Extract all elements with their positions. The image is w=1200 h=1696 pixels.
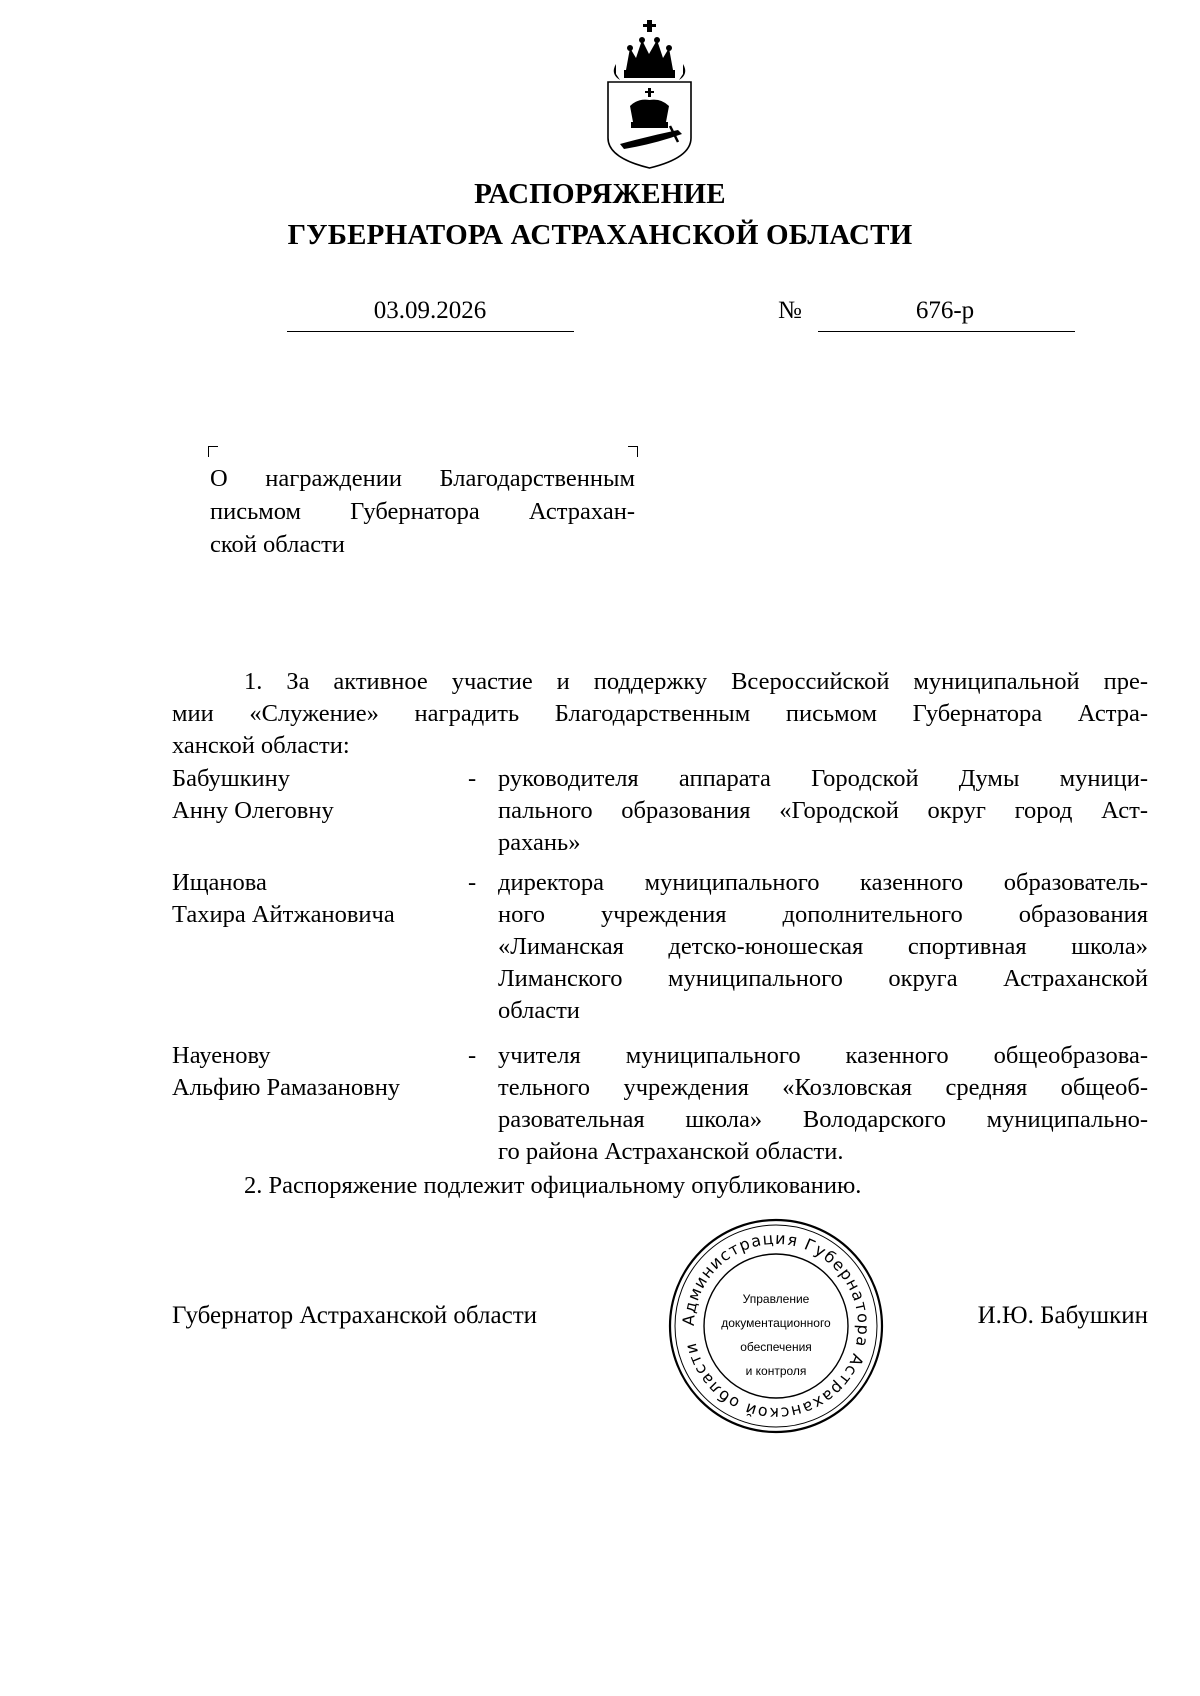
coat-of-arms-icon: [602, 18, 697, 170]
recipient-description: [498, 1040, 1148, 1168]
item-2-paragraph: 2. Распоряжение подлежит официальному опубликованию.: [244, 1172, 862, 1199]
seal-ring-text: Администрация Губернатора Астраханской области: [678, 1228, 874, 1424]
recipient-name: [172, 867, 472, 931]
description-line: го района Астраханской области.: [498, 1138, 844, 1165]
recipient-dash: -: [468, 869, 477, 896]
recipient-surname: Бабушкину: [172, 765, 290, 792]
subject-line: ской области: [210, 531, 345, 558]
signatory-position: Губернатор Астраханской области: [172, 1302, 538, 1329]
description-line: «Лиманская детско-юношеская спортивная школа»: [498, 933, 1148, 960]
seal-center-line: документационного: [721, 1316, 831, 1330]
description-line: учителя муниципального казенного общеобразова-: [498, 1042, 1148, 1069]
paragraph-line: 1. За активное участие и поддержку Всероссийской муниципальной пре-: [244, 668, 1148, 695]
description-line: директора муниципального казенного образователь-: [498, 869, 1148, 896]
issuer-title: ГУБЕРНАТОРА АСТРАХАНСКОЙ ОБЛАСТИ: [287, 219, 913, 251]
recipient-description: [498, 763, 1148, 859]
paragraph-line: ханской области:: [172, 732, 350, 759]
document-date: 03.09.2026: [373, 297, 487, 324]
number-sign: №: [778, 297, 802, 324]
document-number: 676-р: [915, 297, 975, 324]
description-line: руководителя аппарата Городской Думы муници-: [498, 765, 1148, 792]
description-line: пального образования «Городской округ город Аст-: [498, 797, 1148, 824]
description-line: разовательная школа» Володарского муниципально-: [498, 1106, 1148, 1133]
description-line: Лиманского муниципального округа Астраханской: [498, 965, 1148, 992]
item-1-paragraph: [172, 666, 1148, 762]
subject-block: [210, 462, 635, 561]
recipient-name: [172, 1040, 472, 1104]
document-type-title: РАСПОРЯЖЕНИЕ: [474, 178, 726, 210]
signatory-name: И.Ю. Бабушкин: [977, 1302, 1148, 1329]
seal-center-line: и контроля: [745, 1364, 807, 1378]
date-underline: [287, 331, 574, 332]
recipient-given-name: Анну Олеговну: [172, 797, 334, 824]
subject-corner-right: [628, 446, 638, 457]
description-line: тельного учреждения «Козловская средняя общеоб-: [498, 1074, 1148, 1101]
recipient-given-name: Альфию Рамазановну: [172, 1074, 401, 1101]
recipient-surname: Науенову: [172, 1042, 271, 1069]
official-seal-stamp: [665, 1215, 887, 1437]
seal-center-line: Управление: [742, 1292, 810, 1306]
recipient-dash: -: [468, 765, 477, 792]
number-underline: [818, 331, 1075, 332]
recipient-given-name: Тахира Айтжановича: [172, 901, 395, 928]
description-line: области: [498, 997, 580, 1024]
description-line: рахань»: [498, 829, 581, 856]
subject-line: письмом Губернатора Астрахан-: [210, 498, 635, 525]
recipient-description: [498, 867, 1148, 1027]
subject-corner-left: [208, 446, 218, 457]
paragraph-line: мии «Служение» наградить Благодарственным письмом Губернатора Астра-: [172, 700, 1148, 727]
recipient-surname: Ищанова: [172, 869, 267, 896]
subject-line: О награждении Благодарственным: [210, 465, 635, 492]
recipient-dash: -: [468, 1042, 477, 1069]
seal-center-line: обеспечения: [740, 1340, 812, 1354]
recipient-name: [172, 763, 472, 827]
description-line: ного учреждения дополнительного образования: [498, 901, 1148, 928]
